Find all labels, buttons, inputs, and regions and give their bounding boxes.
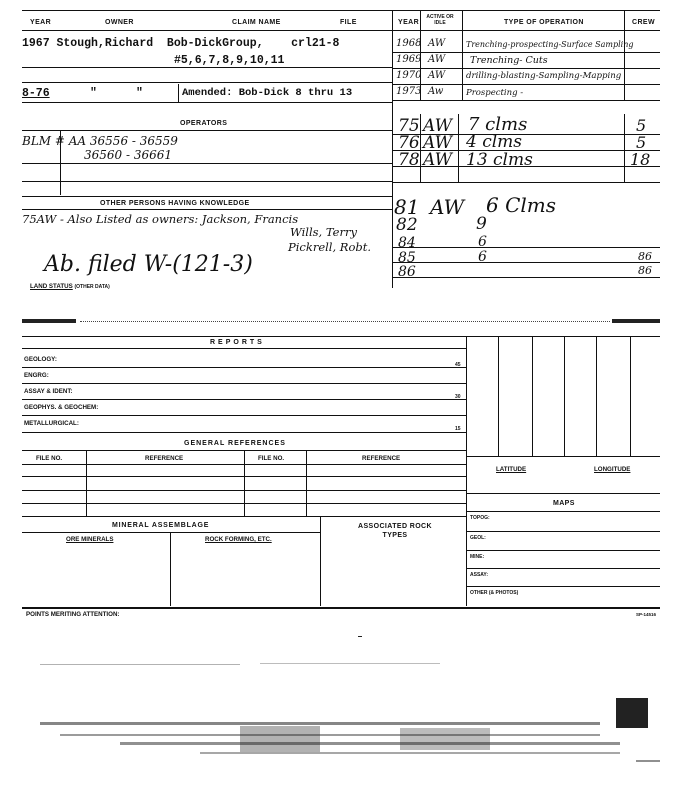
operators-line-2: 36560 - 36661	[84, 148, 173, 162]
log-claims-75: 7 clms	[468, 114, 528, 135]
maps-mine: MINE:	[470, 554, 485, 560]
maps-assay: ASSAY:	[470, 572, 489, 578]
log-claims-81: 6 Clms	[486, 193, 557, 217]
activity-year-3: 1970	[396, 70, 422, 81]
log-year-85: 85	[398, 250, 416, 266]
log-crew-75: 5	[636, 116, 647, 135]
maps-topog: TOPOG:	[470, 515, 490, 521]
reports-scale-45: 45	[455, 362, 461, 368]
ownership-line-2: #5,6,7,8,9,10,11	[174, 54, 285, 67]
reports-assay: ASSAY & IDENT:	[24, 388, 73, 395]
header-year-2: YEAR	[398, 19, 420, 26]
log-status-81: AW	[430, 195, 465, 219]
header-type-of-operation: TYPE OF OPERATION	[504, 19, 584, 26]
log-year-76: 76	[398, 133, 420, 153]
activity-op-1: Trenching-prospecting-Surface Sampling	[466, 40, 634, 49]
associated-rock-types: ASSOCIATED ROCK TYPES	[358, 523, 432, 539]
activity-op-2: Trenching- Cuts	[470, 55, 548, 66]
rock-forming-label: ROCK FORMING, ETC.	[205, 536, 272, 543]
ownership-ditto-2: "	[136, 87, 143, 100]
reports-title: REPORTS	[210, 339, 265, 346]
knowledge-line-3: Pickrell, Robt.	[288, 240, 372, 254]
ownership-line-1: 1967 Stough,Richard Bob-DickGroup, crl21-8	[22, 37, 340, 50]
log-status-78: AW	[423, 150, 453, 170]
log-year-75: 75	[398, 116, 420, 136]
activity-op-3: drilling-blasting-Sampling-Mapping	[466, 71, 622, 81]
log-year-78: 78	[398, 150, 420, 170]
log-status-75: AW	[423, 116, 453, 136]
log-year-86: 86	[398, 264, 416, 280]
reports-metallurgical: METALLURGICAL:	[24, 420, 79, 427]
knowledge-line-2: Wills, Terry	[290, 225, 357, 239]
activity-status-3: AW	[428, 70, 446, 81]
ref-col-file-no-2: FILE NO.	[258, 455, 285, 462]
header-claim-name: CLAIM NAME	[232, 19, 281, 26]
activity-status-2: AW	[428, 54, 446, 65]
header-active-idle: ACTIVE OR IDLE	[426, 14, 454, 26]
log-claims-82: 9	[476, 214, 487, 234]
form-number: SP-14516	[636, 612, 657, 617]
scan-artifact	[22, 319, 76, 323]
knowledge-line-1: 75AW - Also Listed as owners: Jackson, Francis	[22, 212, 299, 226]
log-year-81: 81	[394, 195, 420, 219]
ownership-year-8-76: 8-76	[22, 87, 50, 100]
maps-title: MAPS	[553, 500, 575, 507]
general-references-title: GENERAL REFERENCES	[184, 440, 286, 447]
reports-geology: GEOLOGY:	[24, 356, 57, 363]
knowledge-title: OTHER PERSONS HAVING KNOWLEDGE	[100, 200, 250, 207]
activity-year-4: 1973	[396, 86, 422, 97]
ref-col-reference-2: REFERENCE	[362, 455, 401, 462]
knowledge-abandoned-note: Ab. filed W-(121-3)	[44, 252, 253, 277]
header-owner: OWNER	[105, 19, 134, 26]
ore-minerals-label: ORE MINERALS	[66, 536, 114, 543]
log-year-84: 84	[398, 235, 416, 251]
ref-col-reference-1: REFERENCE	[145, 455, 184, 462]
ref-col-file-no-1: FILE NO.	[36, 455, 63, 462]
points-meriting-attention: POINTS MERITING ATTENTION:	[26, 611, 120, 618]
land-status-title: LAND STATUS	[30, 283, 73, 290]
activity-year-2: 1969	[396, 54, 422, 65]
header-crew: CREW	[632, 19, 655, 26]
mineral-assemblage-title: MINERAL ASSEMBLAGE	[112, 522, 210, 529]
log-crew-85: 86	[638, 250, 652, 263]
log-year-82: 82	[396, 215, 418, 235]
activity-status-4: Aw	[428, 86, 444, 97]
latitude-label: LATITUDE	[496, 466, 527, 473]
log-crew-78: 18	[630, 150, 651, 169]
maps-geol: GEOL:	[470, 535, 486, 541]
reports-engrg: ENGRG:	[24, 372, 49, 379]
log-claims-76: 4 clms	[466, 132, 523, 152]
land-status-other: (OTHER DATA)	[74, 284, 110, 290]
log-claims-78: 13 clms	[466, 150, 533, 170]
activity-op-4: Prospecting -	[466, 88, 524, 98]
scan-artifact	[612, 319, 660, 323]
log-crew-76: 5	[636, 133, 647, 152]
activity-year-1: 1968	[396, 38, 422, 49]
reports-scale-15: 15	[455, 426, 461, 432]
ownership-amended: Amended: Bob-Dick 8 thru 13	[182, 87, 353, 99]
log-crew-86: 86	[638, 264, 652, 277]
maps-other-photos: OTHER (& PHOTOS)	[470, 590, 519, 596]
log-status-76: AW	[423, 133, 453, 153]
longitude-label: LONGITUDE	[594, 466, 631, 473]
header-year: YEAR	[30, 19, 52, 26]
operators-line-1: BLM # AA 36556 - 36559	[22, 134, 178, 148]
ownership-ditto-1: "	[90, 87, 97, 100]
log-claims-85: 6	[478, 249, 487, 265]
header-file: FILE	[340, 19, 357, 26]
reports-scale-30: 30	[455, 394, 461, 400]
operators-title: OPERATORS	[180, 120, 228, 127]
land-status-label	[30, 283, 110, 290]
log-claims-84: 6	[478, 234, 487, 250]
activity-status-1: AW	[428, 38, 446, 49]
reports-geophys: GEOPHYS. & GEOCHEM:	[24, 404, 99, 411]
